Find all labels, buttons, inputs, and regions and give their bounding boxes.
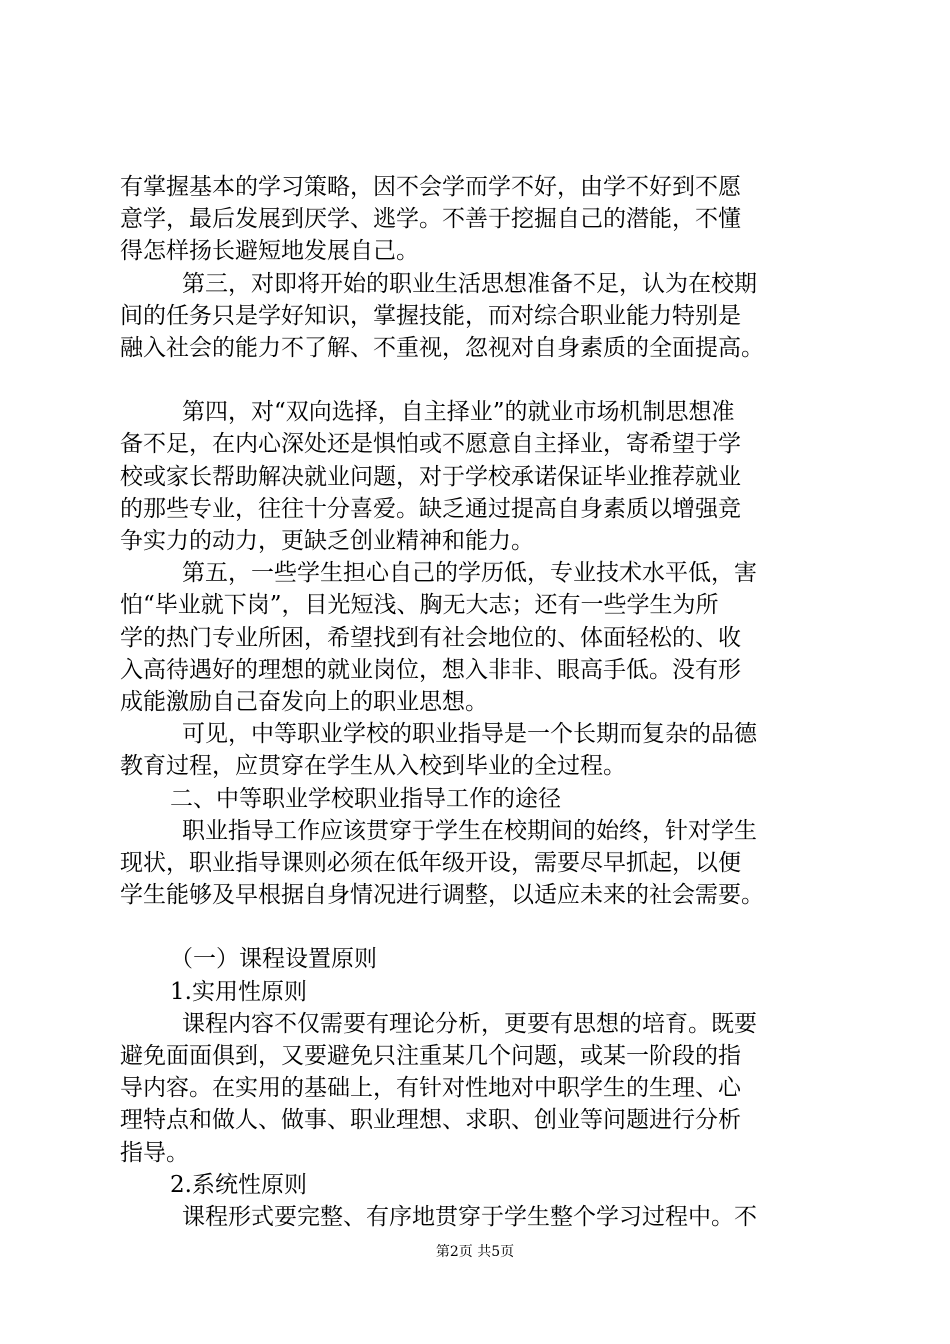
paragraph-line: 第五，一些学生担心自己的学历低，专业技术水平低，害 [182,560,757,587]
paragraph-line: 第四，对“双向选择，自主择业”的就业市场机制思想准 [182,399,735,426]
subsection-heading: 1.实用性原则 [170,978,307,1005]
paragraph-line: 得怎样扬长避短地发展自己。 [120,238,419,265]
paragraph-line: 教育过程，应贯穿在学生从入校到毕业的全过程。 [120,753,626,780]
paragraph-line: 职业指导工作应该贯穿于学生在校期间的始终，针对学生 [182,817,757,844]
paragraph-line: 第三，对即将开始的职业生活思想准备不足，认为在校期 [182,270,757,297]
paragraph-line: 课程形式要完整、有序地贯穿于学生整个学习过程中。不 [182,1204,757,1231]
paragraph-line: 间的任务只是学好知识，掌握技能，而对综合职业能力特别是 [120,302,741,329]
paragraph-line: 争实力的动力，更缺乏创业精神和能力。 [120,528,534,555]
paragraph-line: 学的热门专业所困，希望找到有社会地位的、体面轻松的、收 [120,624,741,651]
paragraph-line: 学生能够及早根据自身情况进行调整，以适应未来的社会需要。 [120,882,764,909]
paragraph-line: 有掌握基本的学习策略，因不会学而学不好，由学不好到不愿 [120,174,741,200]
paragraph-line: 融入社会的能力不了解、不重视，忽视对自身素质的全面提高。 [120,335,764,362]
paragraph-line: 备不足，在内心深处还是惧怕或不愿意自主择业，寄希望于学 [120,431,741,458]
paragraph-line: 理特点和做人、做事、职业理想、求职、创业等问题进行分析 [120,1107,741,1134]
paragraph-gap [120,911,840,943]
paragraph-line: 成能激励自己奋发向上的职业思想。 [120,689,488,716]
paragraph-line: 意学，最后发展到厌学、逃学。不善于挖掘自己的潜能，不懂 [120,206,741,233]
paragraph-line: 校或家长帮助解决就业问题，对于学校承诺保证毕业推荐就业 [120,463,741,490]
paragraph-line: 现状，职业指导课则必须在低年级开设，需要尽早抓起，以便 [120,850,741,877]
paragraph-line: 指导。 [120,1139,189,1166]
document-body [120,171,840,1233]
subsection-heading: （一）课程设置原则 [170,946,377,973]
paragraph-line: 避免面面俱到，又要避免只注重某几个问题，或某一阶段的指 [120,1043,741,1070]
subsection-heading: 2.系统性原则 [170,1171,307,1198]
page-number: 第2页 共5页 [435,1244,515,1260]
paragraph-line: 可见，中等职业学校的职业指导是一个长期而复杂的品德 [182,721,757,748]
paragraph-line: 的那些专业，往往十分喜爱。缺乏通过提高自身素质以增强竞 [120,495,741,522]
section-heading: 二、中等职业学校职业指导工作的途径 [170,785,561,812]
paragraph-line: 课程内容不仅需要有理论分析，更要有思想的培育。既要 [182,1010,757,1037]
page-footer [0,1243,950,1261]
paragraph-line: 入高待遇好的理想的就业岗位，想入非非、眼高手低。没有形 [120,656,741,683]
paragraph-gap [120,364,840,396]
paragraph-line: 导内容。在实用的基础上，有针对性地对中职学生的生理、心 [120,1075,741,1102]
paragraph-line: 怕“毕业就下岗”，目光短浅、胸无大志；还有一些学生为所 [120,592,719,619]
